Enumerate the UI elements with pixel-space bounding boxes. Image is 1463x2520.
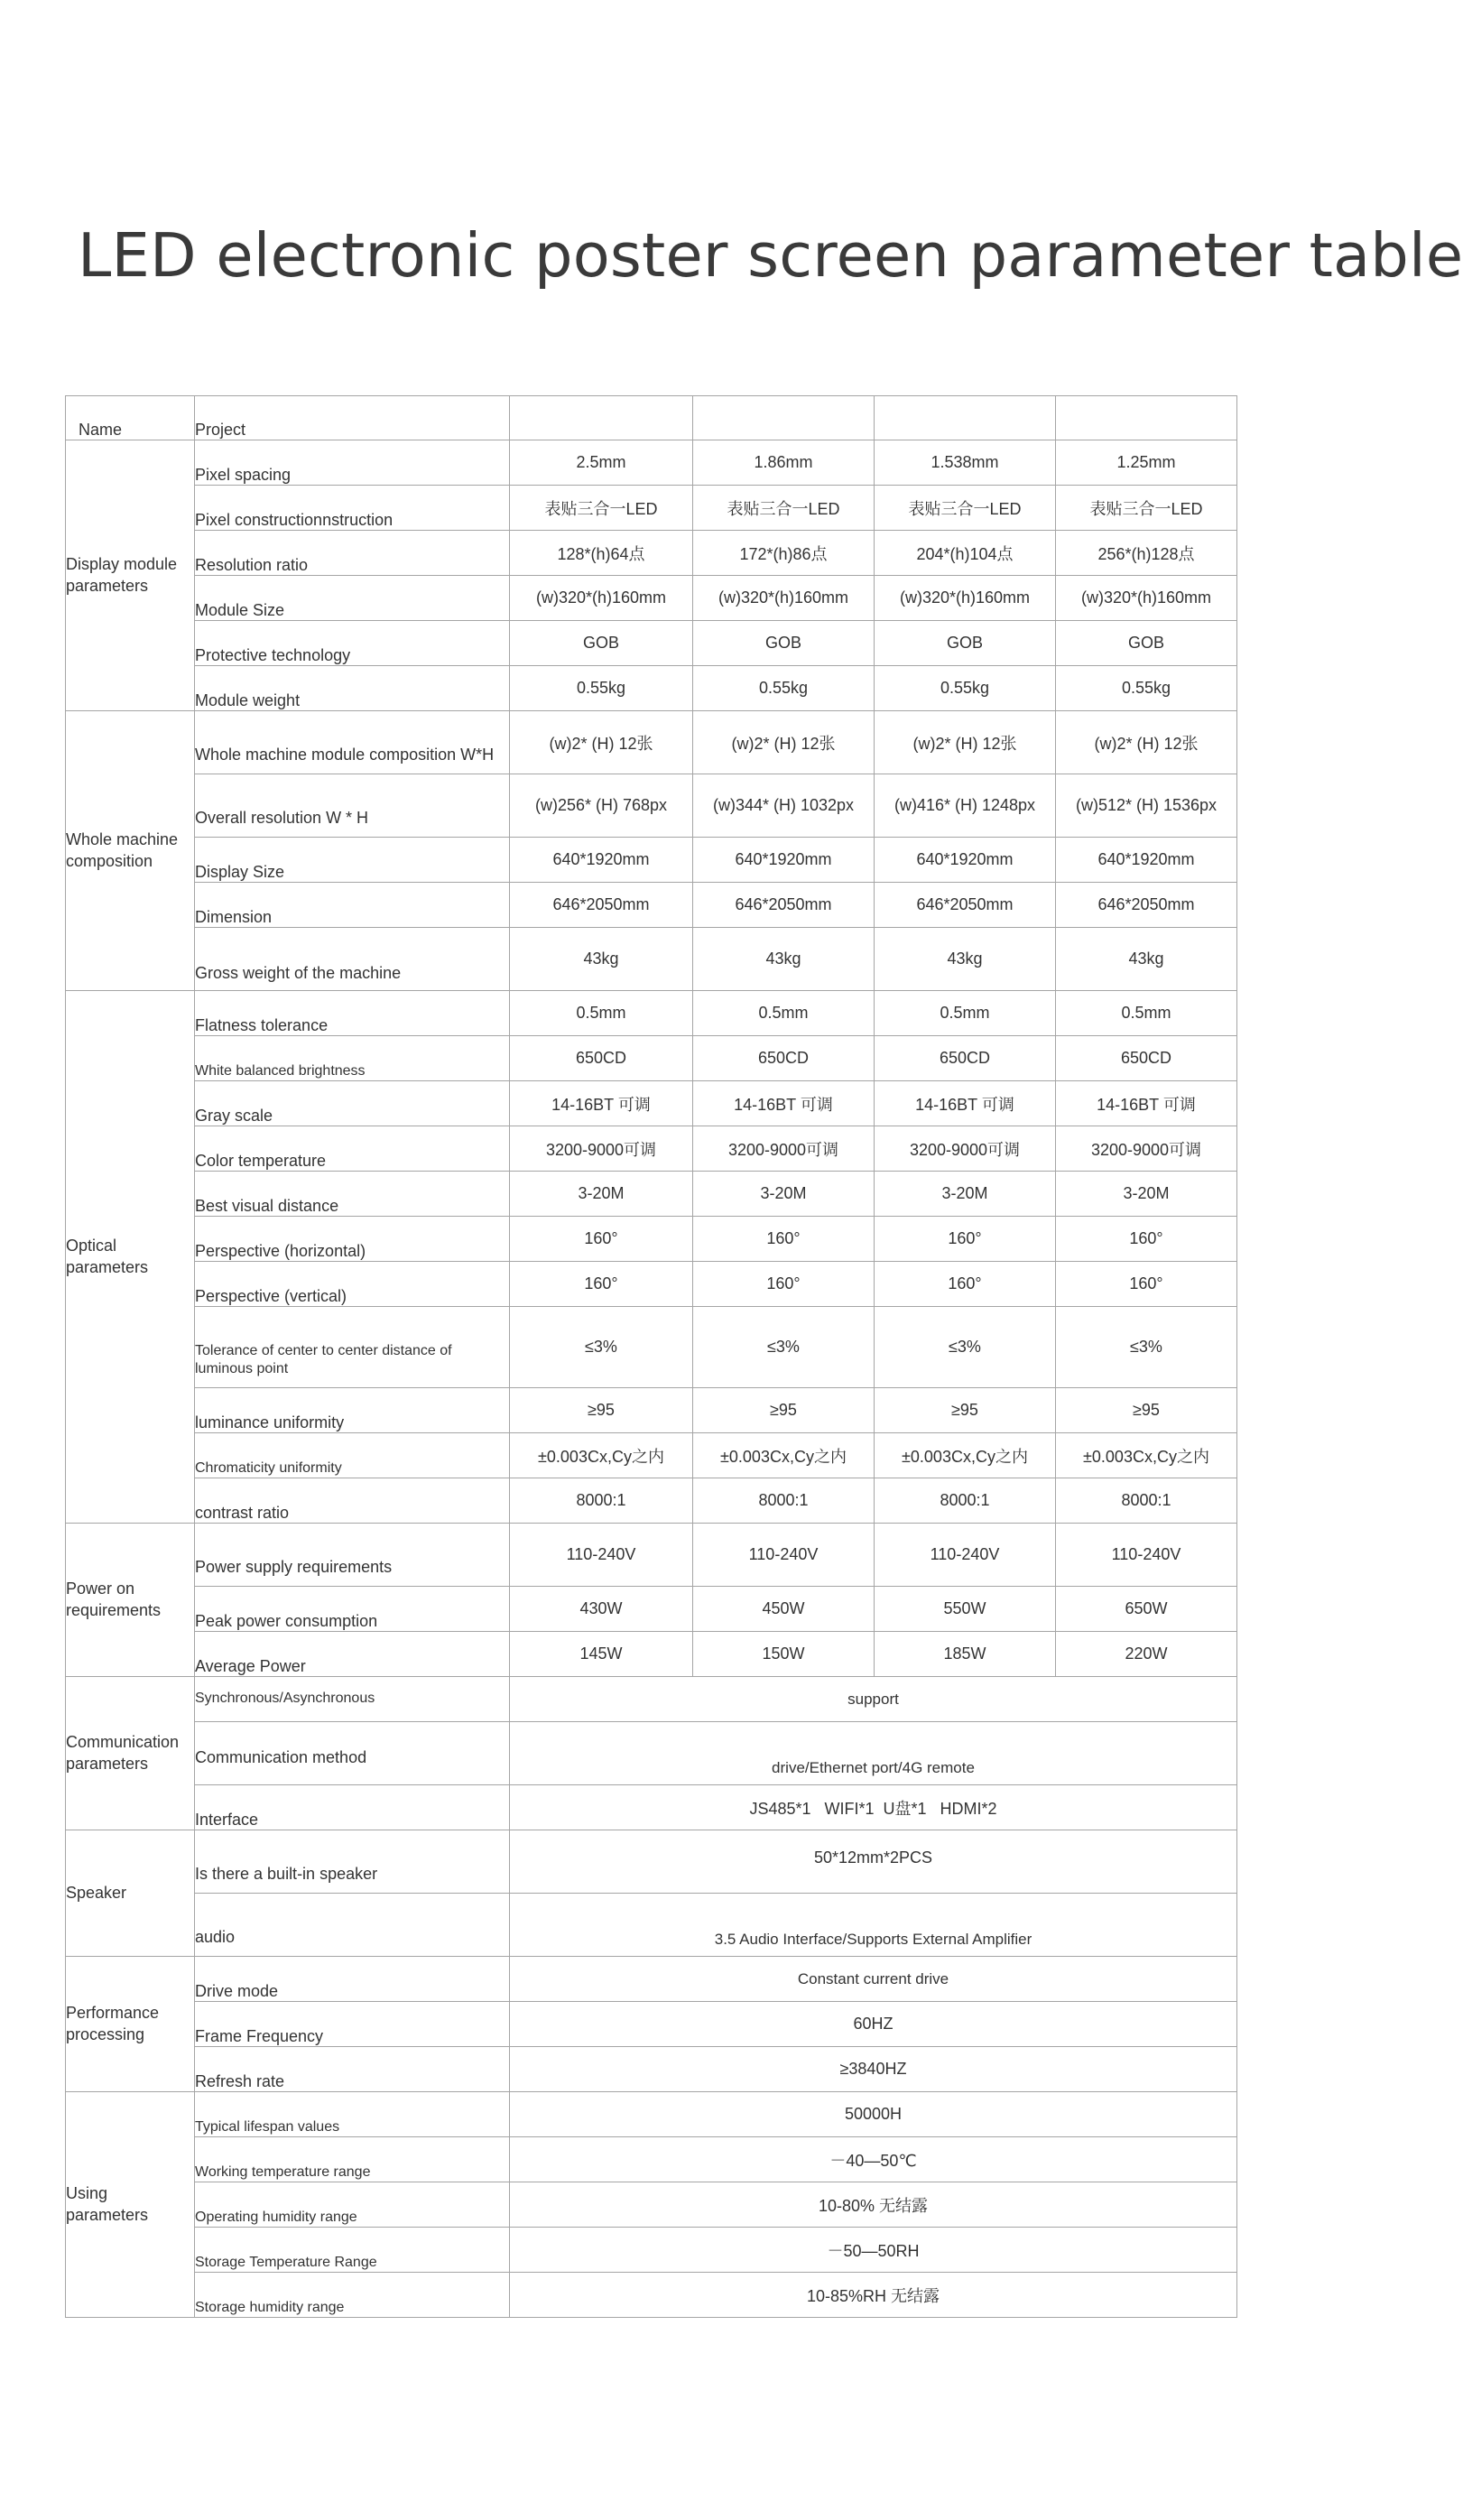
- cell-value: 43kg: [875, 928, 1056, 991]
- cell-value: 145W: [510, 1632, 693, 1677]
- cell-value: 110-240V: [693, 1524, 875, 1587]
- row-label: Peak power consumption: [195, 1587, 510, 1632]
- group-label-speaker: Speaker: [66, 1830, 195, 1957]
- group-label-power: Power on requirements: [66, 1524, 195, 1677]
- cell-value: 8000:1: [1056, 1478, 1237, 1524]
- row-label: Display Size: [195, 838, 510, 883]
- cell-value: ≥95: [1056, 1388, 1237, 1433]
- cell-value: 3200-9000可调: [693, 1126, 875, 1172]
- cell-value: 3-20M: [1056, 1172, 1237, 1217]
- table-row: [66, 2137, 1237, 2182]
- cell-value: (w)416* (H) 1248px: [875, 774, 1056, 838]
- cell-value: ≤3%: [1056, 1307, 1237, 1388]
- cell-value: 50*12mm*2PCS: [510, 1830, 1237, 1894]
- cell-value: 128*(h)64点: [510, 531, 693, 576]
- cell-value: (w)2* (H) 12张: [693, 711, 875, 774]
- cell-value: 60HZ: [510, 2002, 1237, 2047]
- cell-value: 646*2050mm: [875, 883, 1056, 928]
- row-label: luminance uniformity: [195, 1388, 510, 1433]
- table-row: [66, 440, 1237, 486]
- row-label: Operating humidity range: [195, 2182, 510, 2228]
- cell-value: 14-16BT 可调: [875, 1081, 1056, 1126]
- row-label: Overall resolution W * H: [195, 774, 510, 838]
- table-row: [66, 991, 1237, 1036]
- header-project: Project: [195, 396, 510, 440]
- cell-value: 3200-9000可调: [875, 1126, 1056, 1172]
- cell-value: JS485*1 WIFI*1 U盘*1 HDMI*2: [510, 1785, 1237, 1830]
- row-label: Frame Frequency: [195, 2002, 510, 2047]
- cell-value: 3200-9000可调: [510, 1126, 693, 1172]
- cell-value: 0.5mm: [875, 991, 1056, 1036]
- row-label: Resolution ratio: [195, 531, 510, 576]
- cell-value: 450W: [693, 1587, 875, 1632]
- cell-value: 160°: [1056, 1217, 1237, 1262]
- row-label: contrast ratio: [195, 1478, 510, 1524]
- cell-value: GOB: [1056, 621, 1237, 666]
- table-row: [66, 1957, 1237, 2002]
- cell-value: ±0.003Cx,Cy之内: [510, 1433, 693, 1478]
- table-row: [66, 1307, 1237, 1388]
- cell-value: 43kg: [1056, 928, 1237, 991]
- table-row: [66, 2273, 1237, 2318]
- cell-value: 650CD: [1056, 1036, 1237, 1081]
- cell-value: 14-16BT 可调: [1056, 1081, 1237, 1126]
- cell-value: 3-20M: [510, 1172, 693, 1217]
- cell-value: (w)320*(h)160mm: [693, 576, 875, 621]
- cell-value: 表贴三合一LED: [510, 486, 693, 531]
- cell-value: 0.55kg: [510, 666, 693, 711]
- cell-value: 150W: [693, 1632, 875, 1677]
- group-label-using: Using parameters: [66, 2092, 195, 2318]
- table-row: [66, 1262, 1237, 1307]
- row-label: Communication method: [195, 1722, 510, 1785]
- cell-value: support: [510, 1677, 1237, 1722]
- cell-value: (w)2* (H) 12张: [510, 711, 693, 774]
- cell-value: 650CD: [510, 1036, 693, 1081]
- table-row: [66, 1830, 1237, 1894]
- cell-value: 640*1920mm: [875, 838, 1056, 883]
- cell-value: 3-20M: [693, 1172, 875, 1217]
- cell-value: 8000:1: [875, 1478, 1056, 1524]
- table-row: [66, 1677, 1237, 1722]
- cell-value: －50—50RH: [510, 2228, 1237, 2273]
- cell-value: ≥95: [510, 1388, 693, 1433]
- cell-value: 0.5mm: [510, 991, 693, 1036]
- cell-value: 0.5mm: [1056, 991, 1237, 1036]
- cell-value: 43kg: [693, 928, 875, 991]
- row-label: Perspective (vertical): [195, 1262, 510, 1307]
- cell-value: ±0.003Cx,Cy之内: [693, 1433, 875, 1478]
- cell-value: 1.538mm: [875, 440, 1056, 486]
- cell-value: ≥95: [693, 1388, 875, 1433]
- row-label: Is there a built-in speaker: [195, 1830, 510, 1894]
- cell-value: 表贴三合一LED: [875, 486, 1056, 531]
- group-label-performance: Performance processing: [66, 1957, 195, 2092]
- cell-value: 50000H: [510, 2092, 1237, 2137]
- row-label: Flatness tolerance: [195, 991, 510, 1036]
- cell-value: 8000:1: [510, 1478, 693, 1524]
- table-row: [66, 1217, 1237, 1262]
- table-row: [66, 1587, 1237, 1632]
- group-label-whole-machine: Whole machine composition: [66, 711, 195, 991]
- cell-value: 160°: [510, 1262, 693, 1307]
- cell-value: ≤3%: [693, 1307, 875, 1388]
- cell-value: 172*(h)86点: [693, 531, 875, 576]
- table-row: [66, 1036, 1237, 1081]
- cell-value: (w)512* (H) 1536px: [1056, 774, 1237, 838]
- row-label: Protective technology: [195, 621, 510, 666]
- cell-value: 650CD: [875, 1036, 1056, 1081]
- cell-value: 0.55kg: [1056, 666, 1237, 711]
- row-label: Dimension: [195, 883, 510, 928]
- row-label: Storage humidity range: [195, 2273, 510, 2318]
- table-row: [66, 1894, 1237, 1957]
- row-label: Module weight: [195, 666, 510, 711]
- row-label: audio: [195, 1894, 510, 1957]
- group-label-communication: Communication parameters: [66, 1677, 195, 1830]
- row-label: Gross weight of the machine: [195, 928, 510, 991]
- cell-value: 160°: [875, 1262, 1056, 1307]
- header-name: Name: [66, 396, 195, 440]
- cell-value: (w)320*(h)160mm: [1056, 576, 1237, 621]
- cell-value: 14-16BT 可调: [693, 1081, 875, 1126]
- cell-value: (w)344* (H) 1032px: [693, 774, 875, 838]
- cell-value: 3200-9000可调: [1056, 1126, 1237, 1172]
- cell-value: (w)320*(h)160mm: [875, 576, 1056, 621]
- cell-value: 640*1920mm: [693, 838, 875, 883]
- row-label: Interface: [195, 1785, 510, 1830]
- table-row: [66, 1524, 1237, 1587]
- cell-value: 650CD: [693, 1036, 875, 1081]
- cell-value: GOB: [510, 621, 693, 666]
- row-label: Typical lifespan values: [195, 2092, 510, 2137]
- cell-value: ±0.003Cx,Cy之内: [1056, 1433, 1237, 1478]
- cell-value: 650W: [1056, 1587, 1237, 1632]
- cell-value: (w)2* (H) 12张: [1056, 711, 1237, 774]
- cell-value: 2.5mm: [510, 440, 693, 486]
- cell-value: 160°: [875, 1217, 1056, 1262]
- cell-value: 表贴三合一LED: [1056, 486, 1237, 531]
- table-row: [66, 576, 1237, 621]
- cell-value: GOB: [875, 621, 1056, 666]
- cell-value: 110-240V: [1056, 1524, 1237, 1587]
- cell-value: 160°: [510, 1217, 693, 1262]
- cell-value: 160°: [693, 1217, 875, 1262]
- cell-value: GOB: [693, 621, 875, 666]
- cell-value: 646*2050mm: [1056, 883, 1237, 928]
- cell-value: 110-240V: [510, 1524, 693, 1587]
- table-row: [66, 1081, 1237, 1126]
- cell-value: 640*1920mm: [1056, 838, 1237, 883]
- row-label: Average Power: [195, 1632, 510, 1677]
- row-label: Pixel spacing: [195, 440, 510, 486]
- row-label: Refresh rate: [195, 2047, 510, 2092]
- row-label: Whole machine module composition W*H: [195, 711, 510, 774]
- table-row: [66, 883, 1237, 928]
- group-label-display: Display module parameters: [66, 440, 195, 711]
- cell-value: 185W: [875, 1632, 1056, 1677]
- table-row: [66, 838, 1237, 883]
- page-title: LED electronic poster screen parameter table: [78, 220, 1463, 291]
- table-row: [66, 1388, 1237, 1433]
- row-label: Best visual distance: [195, 1172, 510, 1217]
- row-label: Perspective (horizontal): [195, 1217, 510, 1262]
- table-row: [66, 621, 1237, 666]
- table-row: [66, 1478, 1237, 1524]
- cell-value: 8000:1: [693, 1478, 875, 1524]
- table-row: [66, 531, 1237, 576]
- cell-value: 160°: [1056, 1262, 1237, 1307]
- cell-value: Constant current drive: [510, 1957, 1237, 2002]
- cell-value: (w)320*(h)160mm: [510, 576, 693, 621]
- table-row: [66, 1126, 1237, 1172]
- cell-value: 43kg: [510, 928, 693, 991]
- cell-value: 220W: [1056, 1632, 1237, 1677]
- table-row: [66, 1632, 1237, 1677]
- table-row: [66, 1172, 1237, 1217]
- table-row: [66, 928, 1237, 991]
- row-label: Chromaticity uniformity: [195, 1433, 510, 1478]
- cell-value: －40—50℃: [510, 2137, 1237, 2182]
- row-label: Storage Temperature Range: [195, 2228, 510, 2273]
- row-label: Drive mode: [195, 1957, 510, 2002]
- row-label: Gray scale: [195, 1081, 510, 1126]
- table-row: [66, 2182, 1237, 2228]
- cell-value: 430W: [510, 1587, 693, 1632]
- cell-value: ≤3%: [875, 1307, 1056, 1388]
- cell-value: 646*2050mm: [693, 883, 875, 928]
- cell-value: 10-85%RH 无结露: [510, 2273, 1237, 2318]
- row-label: White balanced brightness: [195, 1036, 510, 1081]
- table-row: [66, 2092, 1237, 2137]
- cell-value: 表贴三合一LED: [693, 486, 875, 531]
- row-label: Pixel constructionnstruction: [195, 486, 510, 531]
- group-label-optical: Optical parameters: [66, 991, 195, 1524]
- table-row: [66, 711, 1237, 774]
- cell-value: (w)2* (H) 12张: [875, 711, 1056, 774]
- row-label: Working temperature range: [195, 2137, 510, 2182]
- table-row: [66, 486, 1237, 531]
- table-header-row: [66, 396, 1237, 440]
- cell-value: 0.55kg: [693, 666, 875, 711]
- cell-value: 1.25mm: [1056, 440, 1237, 486]
- cell-value: 14-16BT 可调: [510, 1081, 693, 1126]
- cell-value: 110-240V: [875, 1524, 1056, 1587]
- row-label: Synchronous/Asynchronous: [195, 1677, 510, 1722]
- cell-value: 3-20M: [875, 1172, 1056, 1217]
- cell-value: ±0.003Cx,Cy之内: [875, 1433, 1056, 1478]
- cell-value: 646*2050mm: [510, 883, 693, 928]
- cell-value: drive/Ethernet port/4G remote: [510, 1722, 1237, 1785]
- cell-value: 204*(h)104点: [875, 531, 1056, 576]
- table-row: [66, 2228, 1237, 2273]
- cell-value: 0.55kg: [875, 666, 1056, 711]
- cell-value: 640*1920mm: [510, 838, 693, 883]
- row-label: Power supply requirements: [195, 1524, 510, 1587]
- table-row: [66, 1433, 1237, 1478]
- table-row: [66, 2047, 1237, 2092]
- cell-value: ≥95: [875, 1388, 1056, 1433]
- cell-value: 256*(h)128点: [1056, 531, 1237, 576]
- table-row: [66, 1785, 1237, 1830]
- cell-value: (w)256* (H) 768px: [510, 774, 693, 838]
- table-row: [66, 666, 1237, 711]
- cell-value: 3.5 Audio Interface/Supports External Amplifier: [510, 1894, 1237, 1957]
- table-row: [66, 1722, 1237, 1785]
- row-label: Tolerance of center to center distance of luminous point: [195, 1307, 510, 1388]
- cell-value: 160°: [693, 1262, 875, 1307]
- table-row: [66, 774, 1237, 838]
- cell-value: ≥3840HZ: [510, 2047, 1237, 2092]
- cell-value: 550W: [875, 1587, 1056, 1632]
- cell-value: 0.5mm: [693, 991, 875, 1036]
- parameter-table: [65, 395, 1237, 2318]
- cell-value: ≤3%: [510, 1307, 693, 1388]
- row-label: Color temperature: [195, 1126, 510, 1172]
- table-row: [66, 2002, 1237, 2047]
- cell-value: 10-80% 无结露: [510, 2182, 1237, 2228]
- cell-value: 1.86mm: [693, 440, 875, 486]
- row-label: Module Size: [195, 576, 510, 621]
